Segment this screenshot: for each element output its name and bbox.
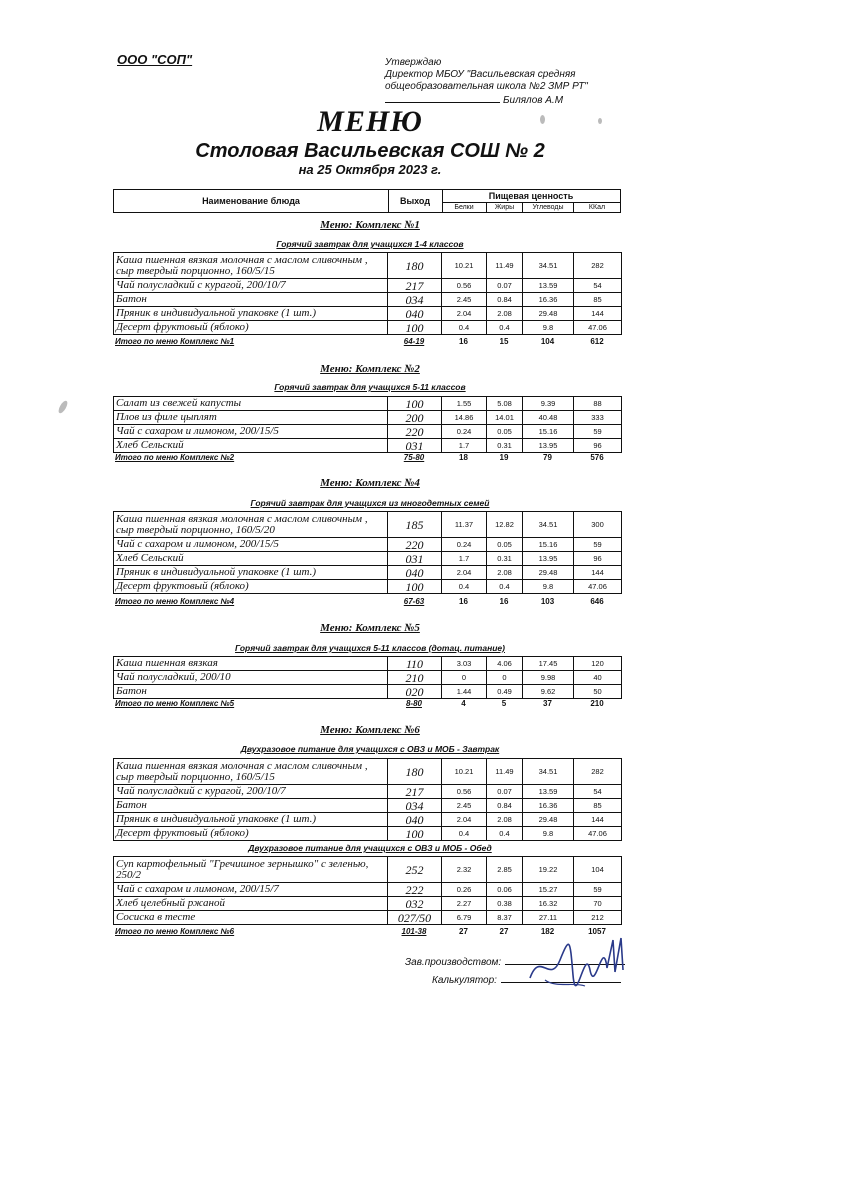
dish-fats: 0.05 [487, 425, 523, 439]
dish-name: Пряник в индивидуальной упаковке (1 шт.) [114, 813, 388, 827]
table-row [114, 883, 622, 897]
approval-line-3: общеобразовательная школа №2 ЗМР РТ" [385, 81, 588, 92]
dish-name: Каша пшенная вязкая молочная с маслом сливочным , сыр твердый порционно, 160/5/15 [114, 253, 388, 279]
dish-fats: 0.4 [487, 580, 523, 594]
total-fats: 27 [499, 927, 509, 936]
dish-name: Каша пшенная вязкая молочная с маслом сливочным , сыр твердый порционно, 160/5/20 [114, 512, 388, 538]
table-row [114, 538, 622, 552]
table-row [114, 759, 622, 785]
table-row [114, 671, 622, 685]
dish-kcal: 96 [574, 552, 622, 566]
dish-carbs: 17.45 [523, 657, 574, 671]
dish-proteins: 6.79 [442, 911, 487, 925]
dish-fats: 0.4 [487, 321, 523, 335]
complex1-subtitle: Горячий завтрак для учащихся 1-4 классов [276, 239, 464, 249]
table-row [114, 911, 622, 925]
complex6-table-breakfast [113, 758, 622, 841]
table-row [114, 580, 622, 594]
dish-fats: 0.84 [487, 799, 523, 813]
dish-proteins: 2.45 [442, 799, 487, 813]
dish-name: Каша пшенная вязкая молочная с маслом сливочным , сыр твердый порционно, 160/5/15 [114, 759, 388, 785]
dish-carbs: 27.11 [523, 911, 574, 925]
dish-carbs: 13.59 [523, 279, 574, 293]
dish-fats: 0.06 [487, 883, 523, 897]
dish-carbs: 9.8 [523, 321, 574, 335]
dish-proteins: 0.24 [442, 425, 487, 439]
dish-carbs: 15.27 [523, 883, 574, 897]
scan-speck [540, 115, 545, 124]
dish-proteins: 0.56 [442, 279, 487, 293]
dish-fats: 0.49 [487, 685, 523, 699]
total-output: 101-38 [401, 927, 427, 936]
dish-proteins: 1.55 [442, 397, 487, 411]
dish-fats: 11.49 [487, 253, 523, 279]
dish-name: Пряник в индивидуальной упаковке (1 шт.) [114, 307, 388, 321]
dish-name: Чай с сахаром и лимоном, 200/15/5 [114, 538, 388, 552]
dish-output: 034 [388, 799, 442, 813]
dish-output: 180 [388, 253, 442, 279]
total-output: 75-80 [403, 453, 425, 462]
dish-name: Десерт фруктовый (яблоко) [114, 580, 388, 594]
dish-fats: 11.49 [487, 759, 523, 785]
dish-name: Сосиска в тесте [114, 911, 388, 925]
dish-kcal: 333 [574, 411, 622, 425]
total-fats: 5 [501, 699, 507, 708]
dish-output: 040 [388, 307, 442, 321]
total-carbs: 182 [540, 927, 555, 936]
header-nutrition: Пищевая ценность [442, 190, 620, 203]
dish-proteins: 2.45 [442, 293, 487, 307]
complex1-title: Меню: Комплекс №1 [320, 219, 420, 231]
handwritten-signature [525, 930, 635, 995]
dish-output: 252 [388, 857, 442, 883]
table-row [114, 897, 622, 911]
dish-carbs: 13.95 [523, 439, 574, 453]
dish-fats: 0.07 [487, 785, 523, 799]
dish-proteins: 2.04 [442, 813, 487, 827]
table-row [114, 321, 622, 335]
dish-output: 020 [388, 685, 442, 699]
dish-carbs: 16.32 [523, 897, 574, 911]
total-label: Итого по меню Комплекс №2 [115, 453, 235, 462]
dish-proteins: 1.44 [442, 685, 487, 699]
header-fats: Жиры [487, 203, 523, 212]
total-fats: 16 [499, 597, 509, 606]
dish-output: 100 [388, 827, 442, 841]
dish-proteins: 3.03 [442, 657, 487, 671]
dish-fats: 2.08 [487, 813, 523, 827]
dish-name: Десерт фруктовый (яблоко) [114, 321, 388, 335]
complex1-total [113, 337, 621, 348]
dish-output: 031 [388, 552, 442, 566]
complex6-subtitle-lunch: Двухразовое питание для учащихся с ОВЗ и МОБ - Обед [248, 843, 492, 853]
dish-carbs: 9.8 [523, 827, 574, 841]
total-carbs: 79 [543, 453, 552, 462]
dish-name: Чай с сахаром и лимоном, 200/15/7 [114, 883, 388, 897]
dish-kcal: 282 [574, 759, 622, 785]
dish-kcal: 104 [574, 857, 622, 883]
complex4-subtitle: Горячий завтрак для учащихся из многодетных семей [250, 498, 490, 508]
total-proteins: 4 [461, 699, 466, 708]
table-row [114, 425, 622, 439]
scan-speck [598, 118, 602, 124]
complex5-total [113, 699, 621, 710]
dish-kcal: 144 [574, 813, 622, 827]
table-row [114, 552, 622, 566]
dish-fats: 2.85 [487, 857, 523, 883]
table-row [114, 799, 622, 813]
dish-carbs: 29.48 [523, 307, 574, 321]
dish-carbs: 34.51 [523, 512, 574, 538]
total-kcal: 1057 [588, 927, 606, 936]
dish-proteins: 2.04 [442, 307, 487, 321]
dish-kcal: 59 [574, 425, 622, 439]
table-row [114, 827, 622, 841]
dish-name: Батон [114, 293, 388, 307]
dish-output: 217 [388, 785, 442, 799]
dish-fats: 12.82 [487, 512, 523, 538]
complex5-subtitle: Горячий завтрак для учащихся 5-11 классов (дотац. питание) [235, 643, 505, 653]
total-output: 8-80 [405, 699, 422, 708]
dish-kcal: 96 [574, 439, 622, 453]
manager-label: Зав.производством: [405, 957, 502, 968]
dish-output: 100 [388, 397, 442, 411]
dish-name: Чай с сахаром и лимоном, 200/15/5 [114, 425, 388, 439]
dish-fats: 0.05 [487, 538, 523, 552]
dish-proteins: 0.56 [442, 785, 487, 799]
dish-output: 220 [388, 425, 442, 439]
dish-output: 031 [388, 439, 442, 453]
dish-output: 100 [388, 580, 442, 594]
dish-fats: 0.4 [487, 827, 523, 841]
total-label: Итого по меню Комплекс №6 [115, 927, 235, 936]
dish-proteins: 0.24 [442, 538, 487, 552]
dish-carbs: 15.16 [523, 538, 574, 552]
dish-kcal: 300 [574, 512, 622, 538]
complex4-title: Меню: Комплекс №4 [320, 477, 420, 489]
dish-carbs: 13.95 [523, 552, 574, 566]
complex4-table [113, 511, 622, 594]
complex1-table [113, 252, 622, 335]
total-label: Итого по меню Комплекс №1 [115, 337, 235, 346]
dish-name: Батон [114, 685, 388, 699]
dish-fats: 0.84 [487, 293, 523, 307]
total-output: 67-63 [403, 597, 425, 606]
dish-kcal: 144 [574, 566, 622, 580]
dish-kcal: 47.06 [574, 827, 622, 841]
dish-name: Салат из свежей капусты [114, 397, 388, 411]
dish-kcal: 88 [574, 397, 622, 411]
table-row [114, 293, 622, 307]
dish-name: Чай полусладкий, 200/10 [114, 671, 388, 685]
dish-kcal: 120 [574, 657, 622, 671]
dish-fats: 0.31 [487, 552, 523, 566]
header-carbs: Углеводы [523, 203, 574, 212]
dish-fats: 4.06 [487, 657, 523, 671]
complex2-subtitle: Горячий завтрак для учащихся 5-11 классов [274, 382, 466, 392]
dish-carbs: 9.8 [523, 580, 574, 594]
dish-carbs: 40.48 [523, 411, 574, 425]
dish-carbs: 9.98 [523, 671, 574, 685]
dish-output: 200 [388, 411, 442, 425]
total-kcal: 576 [590, 453, 604, 462]
dish-output: 210 [388, 671, 442, 685]
dish-output: 217 [388, 279, 442, 293]
dish-name: Чай полусладкий с курагой, 200/10/7 [114, 785, 388, 799]
dish-proteins: 0.4 [442, 827, 487, 841]
dish-proteins: 1.7 [442, 439, 487, 453]
dish-output: 040 [388, 813, 442, 827]
approval-line-1: Утверждаю [385, 57, 442, 68]
dish-output: 222 [388, 883, 442, 897]
dish-proteins: 2.32 [442, 857, 487, 883]
complex6-table-lunch [113, 856, 622, 925]
dish-carbs: 16.36 [523, 293, 574, 307]
approval-line-2: Директор МБОУ "Васильевская средняя [385, 69, 576, 80]
table-row [114, 253, 622, 279]
dish-proteins: 1.7 [442, 552, 487, 566]
table-row [114, 785, 622, 799]
dish-carbs: 34.51 [523, 253, 574, 279]
dish-output: 110 [388, 657, 442, 671]
dish-output: 220 [388, 538, 442, 552]
dish-name: Десерт фруктовый (яблоко) [114, 827, 388, 841]
dish-output: 185 [388, 512, 442, 538]
table-row [114, 813, 622, 827]
table-row [114, 857, 622, 883]
total-output: 64-19 [403, 337, 425, 346]
scan-speck [57, 399, 69, 414]
approval-block [385, 57, 588, 107]
total-proteins: 16 [459, 597, 468, 606]
complex2-table [113, 396, 622, 453]
header-dish-name: Наименование блюда [114, 190, 389, 212]
header-proteins: Белки [442, 203, 487, 212]
dish-fats: 0.31 [487, 439, 523, 453]
dish-kcal: 54 [574, 279, 622, 293]
dish-kcal: 47.06 [574, 580, 622, 594]
complex5-title: Меню: Комплекс №5 [320, 622, 420, 634]
dish-carbs: 9.62 [523, 685, 574, 699]
dish-name: Хлеб Сельский [114, 552, 388, 566]
total-carbs: 104 [540, 337, 555, 346]
dish-output: 180 [388, 759, 442, 785]
dish-fats: 0.07 [487, 279, 523, 293]
table-row [114, 685, 622, 699]
total-fats: 19 [499, 453, 509, 462]
dish-kcal: 50 [574, 685, 622, 699]
total-proteins: 27 [459, 927, 468, 936]
dish-fats: 2.08 [487, 566, 523, 580]
dish-kcal: 85 [574, 293, 622, 307]
approval-signature-line [385, 93, 500, 103]
complex6-subtitle: Двухразовое питание для учащихся с ОВЗ и МОБ - Завтрак [240, 744, 500, 754]
dish-kcal: 40 [574, 671, 622, 685]
dish-name: Каша пшенная вязкая [114, 657, 388, 671]
total-proteins: 18 [459, 453, 468, 462]
dish-proteins: 0.4 [442, 580, 487, 594]
total-label: Итого по меню Комплекс №5 [115, 699, 235, 708]
dish-proteins: 2.27 [442, 897, 487, 911]
dish-fats: 0 [487, 671, 523, 685]
dish-proteins: 0 [442, 671, 487, 685]
dish-kcal: 85 [574, 799, 622, 813]
table-row [114, 439, 622, 453]
table-row [114, 307, 622, 321]
dish-name: Хлеб Сельский [114, 439, 388, 453]
dish-output: 034 [388, 293, 442, 307]
dish-kcal: 144 [574, 307, 622, 321]
dish-carbs: 13.59 [523, 785, 574, 799]
complex4-total [113, 597, 621, 608]
total-kcal: 210 [590, 699, 604, 708]
dish-carbs: 15.16 [523, 425, 574, 439]
dish-carbs: 29.48 [523, 566, 574, 580]
director-name: Билялов А.М [503, 95, 564, 106]
dish-carbs: 34.51 [523, 759, 574, 785]
dish-output: 032 [388, 897, 442, 911]
table-row [114, 512, 622, 538]
dish-kcal: 47.06 [574, 321, 622, 335]
dish-name: Плов из филе цыплят [114, 411, 388, 425]
complex6-title: Меню: Комплекс №6 [320, 724, 420, 736]
dish-fats: 2.08 [487, 307, 523, 321]
dish-carbs: 19.22 [523, 857, 574, 883]
dish-output: 040 [388, 566, 442, 580]
table-row [114, 397, 622, 411]
calculator-label: Калькулятор: [432, 975, 497, 986]
organization-name: ООО "СОП" [117, 52, 193, 67]
dish-carbs: 16.36 [523, 799, 574, 813]
dish-kcal: 70 [574, 897, 622, 911]
page-title: МЕНЮ [317, 105, 423, 138]
table-row [114, 566, 622, 580]
dish-name: Суп картофельный "Гречишное зернышко" с зеленью, 250/2 [114, 857, 388, 883]
header-output: Выход [388, 190, 443, 212]
dish-output: 100 [388, 321, 442, 335]
total-carbs: 103 [540, 597, 555, 606]
table-row [114, 411, 622, 425]
complex5-table [113, 656, 622, 699]
dish-kcal: 54 [574, 785, 622, 799]
table-row [114, 279, 622, 293]
table-header [113, 189, 621, 213]
dish-carbs: 9.39 [523, 397, 574, 411]
total-fats: 15 [499, 337, 509, 346]
dish-proteins: 10.21 [442, 253, 487, 279]
complex2-title: Меню: Комплекс №2 [320, 363, 420, 375]
total-kcal: 646 [590, 597, 604, 606]
dish-kcal: 59 [574, 883, 622, 897]
total-kcal: 612 [590, 337, 604, 346]
dish-proteins: 10.21 [442, 759, 487, 785]
dish-name: Батон [114, 799, 388, 813]
dish-proteins: 14.86 [442, 411, 487, 425]
dish-name: Чай полусладкий с курагой, 200/10/7 [114, 279, 388, 293]
dish-fats: 14.01 [487, 411, 523, 425]
dish-proteins: 0.4 [442, 321, 487, 335]
total-proteins: 16 [459, 337, 468, 346]
menu-date: на 25 Октября 2023 г. [298, 162, 442, 177]
dish-kcal: 212 [574, 911, 622, 925]
dish-output: 027/50 [388, 911, 442, 925]
dish-fats: 0.38 [487, 897, 523, 911]
table-row [114, 657, 622, 671]
page-subtitle: Столовая Васильевская СОШ № 2 [195, 140, 545, 162]
dish-fats: 5.08 [487, 397, 523, 411]
dish-kcal: 282 [574, 253, 622, 279]
dish-proteins: 11.37 [442, 512, 487, 538]
total-carbs: 37 [543, 699, 552, 708]
dish-fats: 8.37 [487, 911, 523, 925]
dish-proteins: 0.26 [442, 883, 487, 897]
dish-proteins: 2.04 [442, 566, 487, 580]
complex2-total [113, 453, 621, 464]
dish-carbs: 29.48 [523, 813, 574, 827]
header-kcal: ККал [588, 204, 606, 211]
dish-kcal: 59 [574, 538, 622, 552]
total-label: Итого по меню Комплекс №4 [115, 597, 235, 606]
dish-name: Пряник в индивидуальной упаковке (1 шт.) [114, 566, 388, 580]
dish-name: Хлеб целебный ржаной [114, 897, 388, 911]
